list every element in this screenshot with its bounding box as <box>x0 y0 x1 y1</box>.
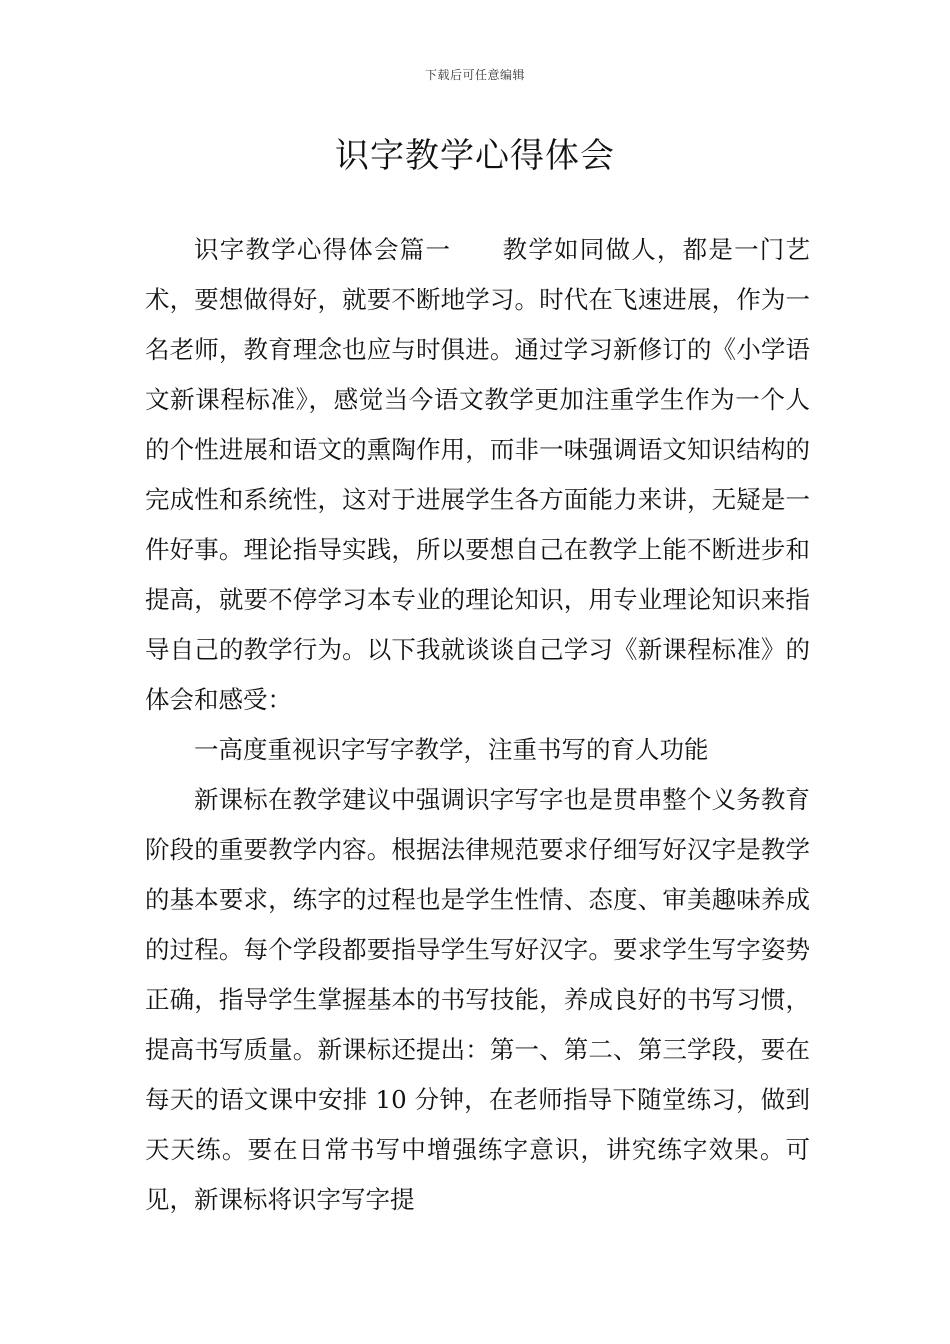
section-heading: 一高度重视识字写字教学，注重书写的育人功能 <box>194 735 709 764</box>
document-title: 识字教学心得体会 <box>335 136 615 176</box>
header-note: 下载后可任意编辑 <box>424 68 525 82</box>
body-paragraph: 新课标在教学建议中强调识字写字也是贯串整个义务教育阶段的重要教学内容。根据法律规范要求仔细写好汉字是教学的基本要求，练字的过程也是学生性情、态度、审美趣味养成的过程。每个学段都要指导学生写好汉字。要求学生写字姿势正确，指导学生掌握基本的书写技能，养成良好的书写习惯，提高书写质量。新课标还提出：第一、第二、第三学段，要在每天的语文课中安排 10 分钟，在老师指导下随堂练习，做到天天练。要在日常书写中增强练字意识，讲究练字效果。可见，新课标将识字写字提 <box>145 785 810 1214</box>
document-body <box>145 225 810 1225</box>
body-paragraph: 识字教学心得体会篇一 教学如同做人，都是一门艺术，要想做得好，就要不断地学习。时代在飞速进展，作为一名老师，教育理念也应与时俱进。通过学习新修订的《小学语文新课程标准》，感觉当今语文教学更加注重学生作为一个人的个性进展和语文的熏陶作用，而非一味强调语文知识结构的完成性和系统性，这对于进展学生各方面能力来讲，无疑是一件好事。理论指导实践，所以要想自己在教学上能不断进步和提高，就要不停学习本专业的理论知识，用专业理论知识来指导自己的教学行为。以下我就谈谈自己学习《新课程标准》的体会和感受： <box>145 235 810 714</box>
